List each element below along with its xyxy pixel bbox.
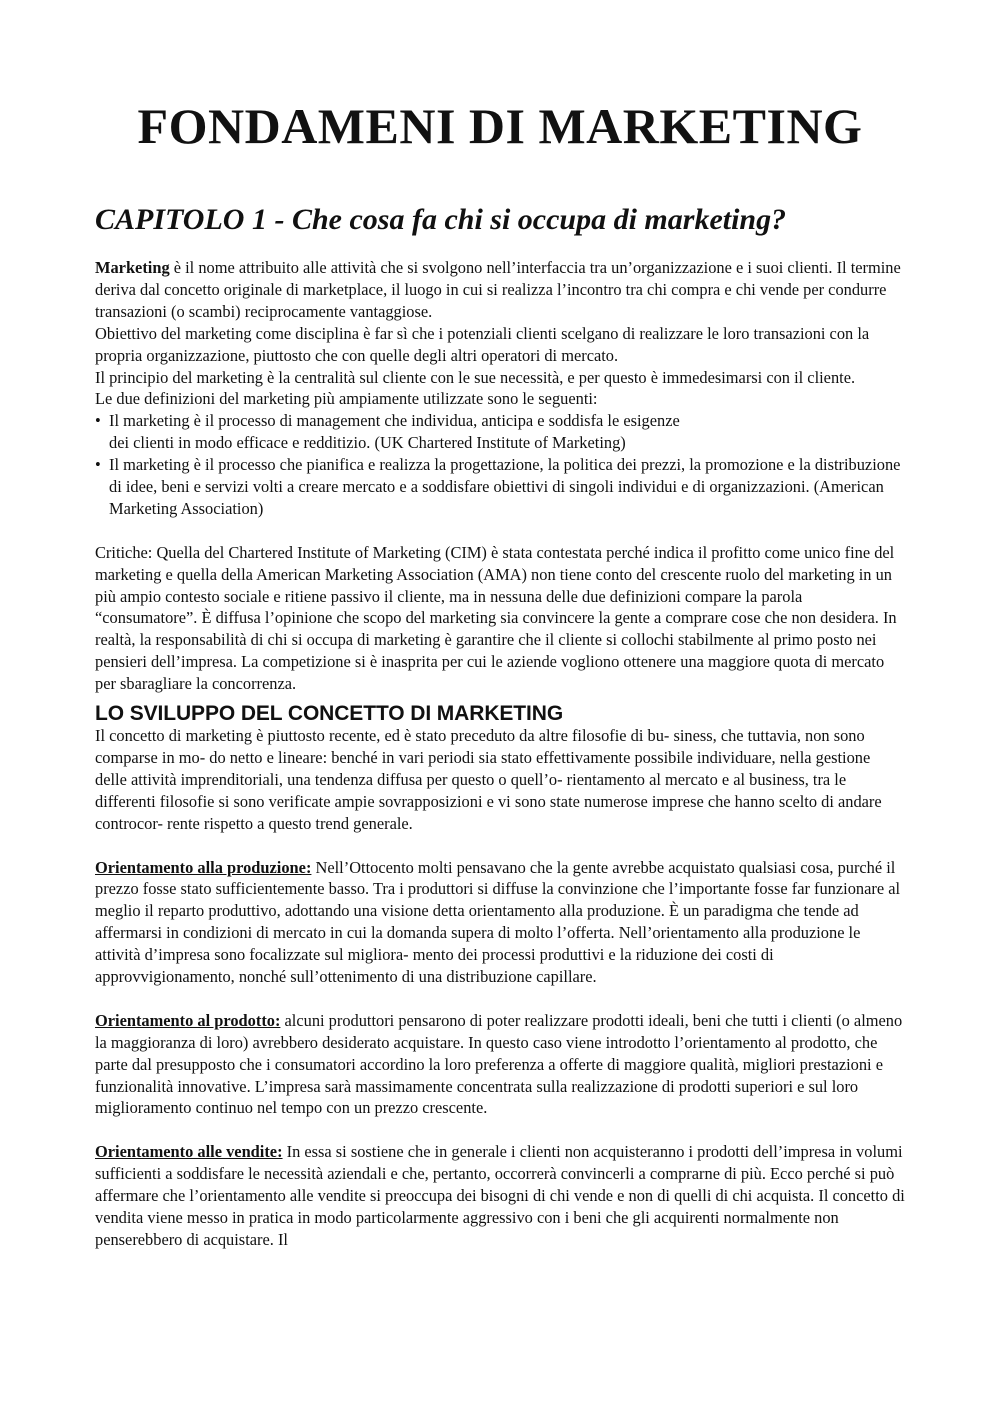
sales-orientation-paragraph	[95, 1141, 905, 1251]
definition-cim-line1: Il marketing è il processo di management che individua, anticipa e soddisfa le esigenze	[109, 411, 680, 431]
bullet-icon: •	[95, 455, 101, 475]
list-item	[95, 410, 905, 454]
production-orientation-paragraph	[95, 857, 905, 988]
paragraph-spacer	[95, 520, 905, 542]
paragraph-spacer	[95, 835, 905, 857]
section-intro-paragraph: Il concetto di marketing è piuttosto recente, ed è stato preceduto da altre filosofie di bu- siness, che tuttavia, non sono comparse in mo- do netto e lineare: benché in vari periodi sia stato effettivamente possibile individuare, nella gestione delle attività imprenditoriali, una tendenza diffusa per questo o quell’o- rientamento al mercato e al business, tra le differenti filosofie si sono verificate ampie sovrapposizioni e vi sono state numerose imprese che hanno scelto di andare controcor- rente rispetto a questo trend generale.	[95, 726, 882, 833]
production-orientation-text: Nell’Ottocento molti pensavano che la gente avrebbe acquistato qualsiasi cosa, purché il prezzo fosse stato sufficientemente basso. Tra i produttori si diffuse la convinzione che l’importante fosse far funzionare al meglio il reparto produttivo, adottando una visione detta orientamento alla produzione. È un paradigma che tende ad affermarsi in condizioni di mercato in cui la domanda supera di molto l’offerta. Nell’orientamento alla produzione le attività d’impresa sono focalizzate sul migliora- mento dei processi produttivi e la riduzione dei costi di approvvigionamento, nonché sull’ottenimento di una distribuzione capillare.	[95, 857, 901, 987]
product-orientation-label: Orientamento al prodotto:	[95, 1010, 281, 1030]
marketing-term: Marketing	[95, 258, 170, 277]
definition-cim-line2: dei clienti in modo efficace e redditizio. (UK Chartered Institute of Marketing)	[109, 433, 626, 453]
paragraph-spacer	[95, 1119, 905, 1141]
definitions-lead: Le due definizioni del marketing più ampiamente utilizzate sono le seguenti:	[95, 389, 598, 409]
production-orientation-label: Orientamento alla produzione:	[95, 857, 312, 877]
document-title: FONDAMENI DI MARKETING	[137, 98, 863, 154]
bullet-icon: •	[95, 411, 101, 431]
intro-text: è il nome attribuito alle attività che si svolgono nell’interfaccia tra un’organizzazione e i suoi clienti. Il termine deriva dal concetto originale di marketplace, il luogo in cui si realizza l’incontro tra chi compra e chi vende per condurre transazioni (o scambi) reciprocamente vantaggiose.	[95, 258, 901, 321]
product-orientation-paragraph	[95, 1010, 905, 1120]
intro-paragraph	[95, 257, 905, 323]
criticism-paragraph: Critiche: Quella del Chartered Institute of Marketing (CIM) è stata contestata perché indica il profitto come unico fine del marketing e quella della American Marketing Association (AMA) non tiene conto del crescente ruolo del marketing in un più ampio contesto sociale e ritiene passivo il cliente, ma in nessuna delle due definizioni compare la parola “consumatore”. È diffusa l’opinione che scopo del marketing sia convincere la gente a comprare cose che non desidera. In realtà, la responsabilità di chi si occupa di marketing è garantire che il cliente si collochi stabilmente al primo posto nei pensieri dell’impresa. La competizione si è inasprita per cui le aziende vogliono ottenere una maggiore quota di mercato per sbaragliare la concorrenza.	[95, 542, 897, 694]
chapter-heading: CAPITOLO 1 - Che cosa fa chi si occupa di marketing?	[95, 203, 787, 236]
principle-paragraph: Il principio del marketing è la centralità sul cliente con le sue necessità, e per questo è immedesimarsi con il cliente.	[95, 367, 856, 387]
objective-paragraph: Obiettivo del marketing come disciplina è far sì che i potenziali clienti scelgano di realizzare le loro transazioni con la propria organizzazione, piuttosto che con quelle degli altri operatori di mercato.	[95, 323, 870, 365]
sales-orientation-text: In essa si sostiene che in generale i clienti non acquisteranno i prodotti dell’impresa in volumi sufficienti a soddisfare le necessità aziendali e che, pertanto, occorrerà convincerli a comprarne di più. Ecco perché si può affermare che l’orientamento alle vendite si preoccupa dei bisogni di chi vende e non di quelli di chi acquista. Il concetto di vendita viene messo in pratica in modo particolarmente aggressivo con i beni che gli acquirenti normalmente non penserebbero di acquistare. Il	[95, 1142, 905, 1249]
sales-orientation-label: Orientamento alle vendite:	[95, 1142, 283, 1162]
document-body	[95, 257, 905, 1251]
product-orientation-text: alcuni produttori pensarono di poter realizzare prodotti ideali, beni che tutti i clienti (o almeno la maggioranza di loro) avrebbero desiderato acquistare. In questo caso viene introdotto l’orientamento al prodotto, che parte dal presupposto che i consumatori accordino la loro preferenza a offerte di maggiore qualità, migliori prestazioni e funzionalità innovative. L’impresa sarà massimamente concentrata sulla realizzazione di prodotti superiori e sul loro miglioramento continuo nel tempo con un prezzo crescente.	[95, 1010, 903, 1118]
section-heading: LO SVILUPPO DEL CONCETTO DI MARKETING	[95, 702, 564, 726]
list-item	[95, 454, 905, 520]
definitions-list	[95, 410, 905, 520]
paragraph-spacer	[95, 988, 905, 1010]
definition-ama: Il marketing è il processo che pianifica e realizza la progettazione, la politica dei prezzi, la promozione e la distribuzione di idee, beni e servizi volti a creare mercato e a soddisfare obiettivi di singoli individui e di organizzazioni. (American Marketing Association)	[109, 455, 901, 518]
